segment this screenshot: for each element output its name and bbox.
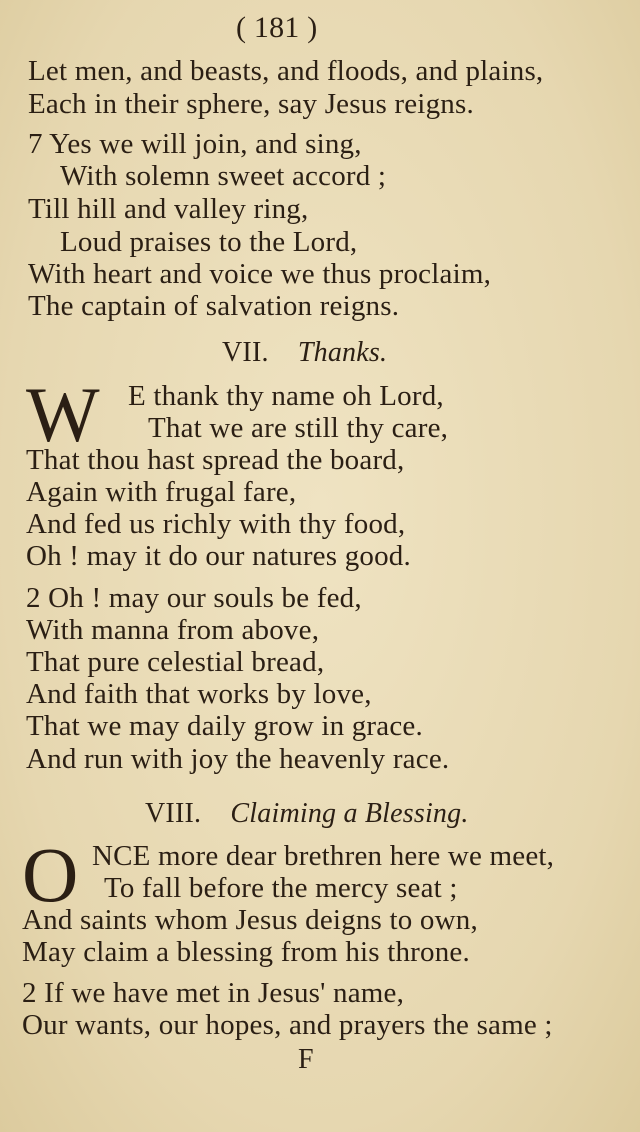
verse-line: That thou hast spread the board,: [26, 444, 405, 476]
verse-line: And fed us richly with thy food,: [26, 508, 406, 540]
verse-line: May claim a blessing from his throne.: [22, 936, 470, 968]
verse-line: Till hill and valley ring,: [28, 193, 309, 225]
verse-line: With solemn sweet accord ;: [60, 160, 387, 192]
drop-cap: O: [22, 831, 79, 918]
verse-line: With heart and voice we thus proclaim,: [28, 258, 492, 290]
verse-line: That we may daily grow in grace.: [26, 710, 423, 742]
verse-line: And run with joy the heavenly race.: [26, 743, 450, 775]
hymn-heading: [145, 798, 469, 830]
hymn-number: VII.: [222, 337, 269, 368]
verse-line: 2 Oh ! may our souls be fed,: [26, 582, 362, 614]
verse-line: That we are still thy care,: [148, 412, 449, 444]
verse-line: Each in their sphere, say Jesus reigns.: [28, 88, 474, 120]
verse-line: And saints whom Jesus deigns to own,: [22, 904, 478, 936]
verse-line: To fall before the mercy seat ;: [104, 872, 458, 904]
signature-mark: F: [298, 1044, 314, 1075]
verse-line: The captain of salvation reigns.: [28, 290, 400, 322]
page-header: ( 181 ): [236, 11, 318, 44]
verse-line: NCE more dear brethren here we meet,: [92, 840, 555, 872]
hymn-heading: [222, 337, 387, 369]
verse-line: Loud praises to the Lord,: [60, 226, 358, 258]
verse-line: Let men, and beasts, and floods, and plains,: [28, 55, 544, 87]
hymn-title: Thanks.: [297, 337, 388, 368]
hymn-title: Claiming a Blessing.: [230, 798, 469, 829]
verse-line: And faith that works by love,: [26, 678, 372, 710]
verse-line: 7 Yes we will join, and sing,: [28, 128, 362, 160]
drop-cap: W: [26, 371, 100, 458]
verse-line: With manna from above,: [26, 614, 320, 646]
verse-line: E thank thy name oh Lord,: [128, 380, 444, 412]
verse-line: Oh ! may it do our natures good.: [26, 540, 411, 572]
hymn-number: VIII.: [145, 798, 202, 829]
verse-line: 2 If we have met in Jesus' name,: [22, 977, 405, 1009]
verse-line: Our wants, our hopes, and prayers the same ;: [22, 1009, 553, 1041]
verse-line: Again with frugal fare,: [26, 476, 297, 508]
verse-line: That pure celestial bread,: [26, 646, 325, 678]
